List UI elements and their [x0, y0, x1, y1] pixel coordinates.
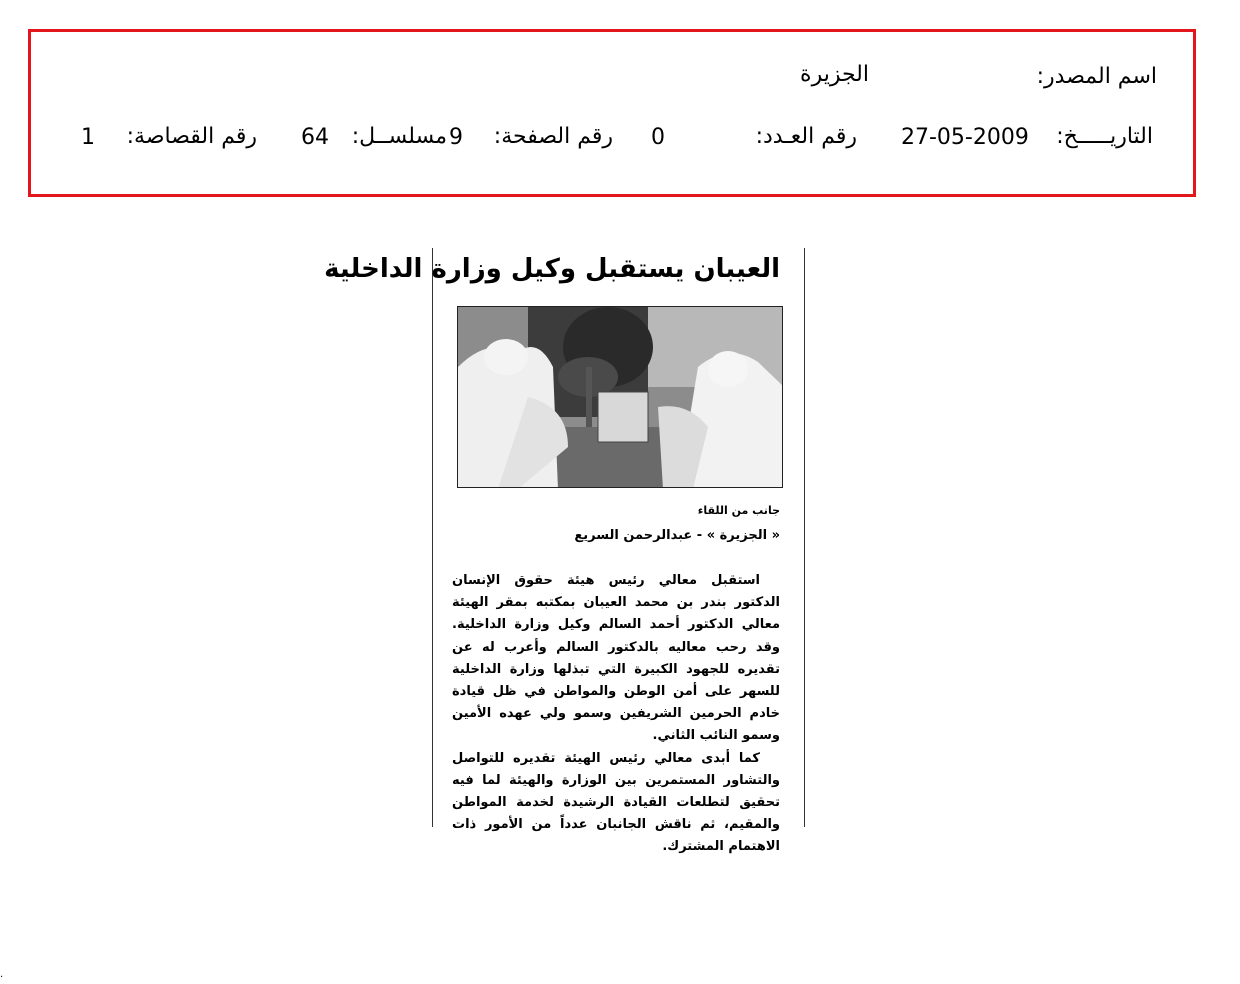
article-paragraph: استقبل معالي رئيس هيئة حقوق الإنسان الدكتور بندر بن محمد العيبان بمكتبه بمقر الهيئة معالي الدكتور أحمد السالم وكيل وزارة الداخلية. وقد رحب معاليه بالدكتور السالم وأعرب له عن تقديره للجهود الكبيرة التي تبذلها وزارة الداخلية للسهر على أمن الوطن والمواطن في ظل قيادة خادم الحرمين الشريفين وسمو ولي عهده الأمين وسمو النائب الثاني. [452, 573, 780, 744]
article-photo [457, 306, 783, 488]
clip-label: رقم القصاصة: [126, 124, 257, 149]
date-label: التاريـــــخ: [1056, 124, 1153, 149]
photo-caption: جانب من اللقاء [697, 504, 780, 517]
meeting-photo-illustration [458, 307, 783, 488]
page-value: 9 [449, 125, 463, 150]
serial-value: 64 [301, 125, 329, 150]
date-value: 27-05-2009 [901, 125, 1029, 150]
article-body [452, 570, 780, 859]
corner-mark: . [0, 969, 4, 980]
source-value: الجزيرة [800, 62, 869, 87]
clip-value: 1 [81, 125, 95, 150]
issue-value: 0 [651, 125, 665, 150]
issue-label: رقم العـدد: [755, 124, 857, 149]
serial-label: مسلســل: [351, 124, 447, 149]
clipping-header-box [28, 29, 1196, 197]
article-headline: العيبان يستقبل وكيل وزارة الداخلية [324, 254, 780, 284]
article-paragraph: كما أبدى معالي رئيس الهيئة تقديره للتواصل والتشاور المستمرين بين الوزارة والهيئة لما فيه تحقيق لتطلعات القيادة الرشيدة لخدمة المواطن والمقيم، ثم ناقش الجانبان عدداً من الأمور ذات الاهتمام المشترك. [452, 750, 780, 855]
article-byline: « الجزيرة » - عبدالرحمن السريع [574, 528, 780, 543]
source-label: اسم المصدر: [1036, 64, 1157, 89]
article-clipping [324, 248, 805, 855]
page-label: رقم الصفحة: [493, 124, 613, 149]
